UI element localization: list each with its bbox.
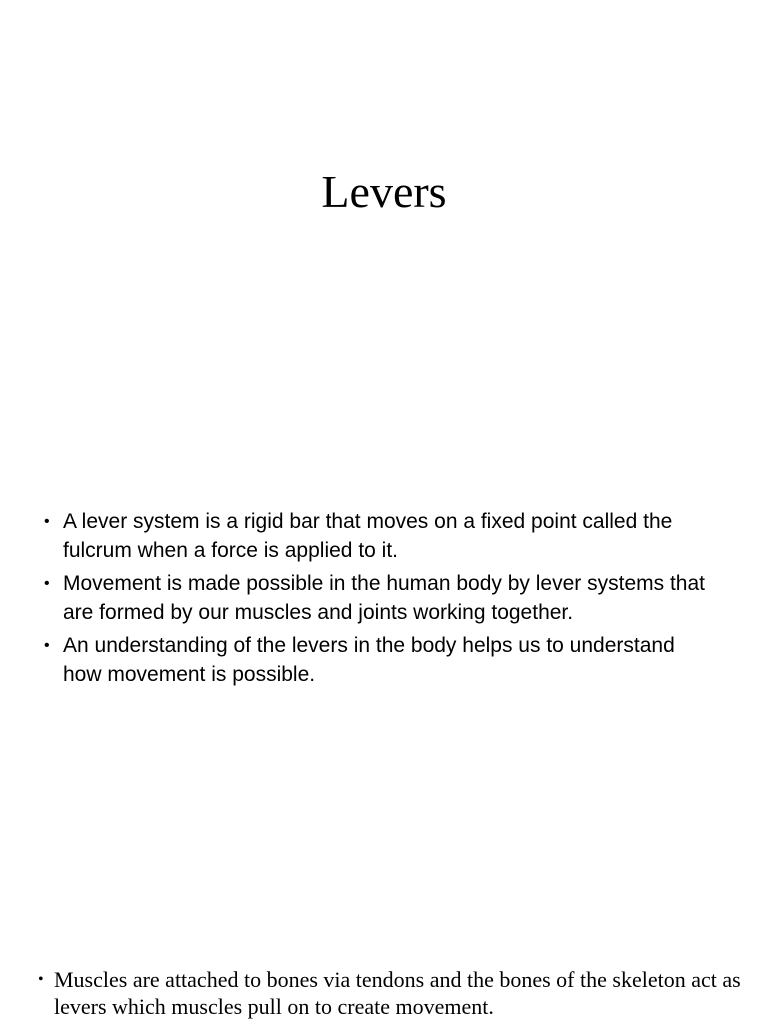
bullet-icon: • — [38, 971, 44, 988]
slide-title: Levers — [321, 166, 447, 217]
bullet-item — [44, 570, 714, 627]
bullet-item — [44, 632, 714, 689]
footer-bullet-list — [38, 966, 748, 1020]
bullet-list — [44, 508, 714, 694]
bullet-item — [44, 508, 714, 565]
bullet-text: Movement is made possible in the human body by lever systems that are formed by our muscles and joints working together. — [63, 572, 705, 624]
footer-bullet-text: Muscles are attached to bones via tendons and the bones of the skeleton act as levers which muscles pull on to create movement. — [54, 967, 741, 1019]
bullet-icon: • — [44, 575, 50, 592]
bullet-text: An understanding of the levers in the body helps us to understand how movement is possible. — [63, 634, 675, 686]
footer-bullet-item — [38, 966, 748, 1020]
bullet-icon: • — [44, 513, 50, 530]
bullet-icon: • — [44, 637, 50, 654]
bullet-text: A lever system is a rigid bar that moves on a fixed point called the fulcrum when a force is applied to it. — [63, 510, 673, 562]
